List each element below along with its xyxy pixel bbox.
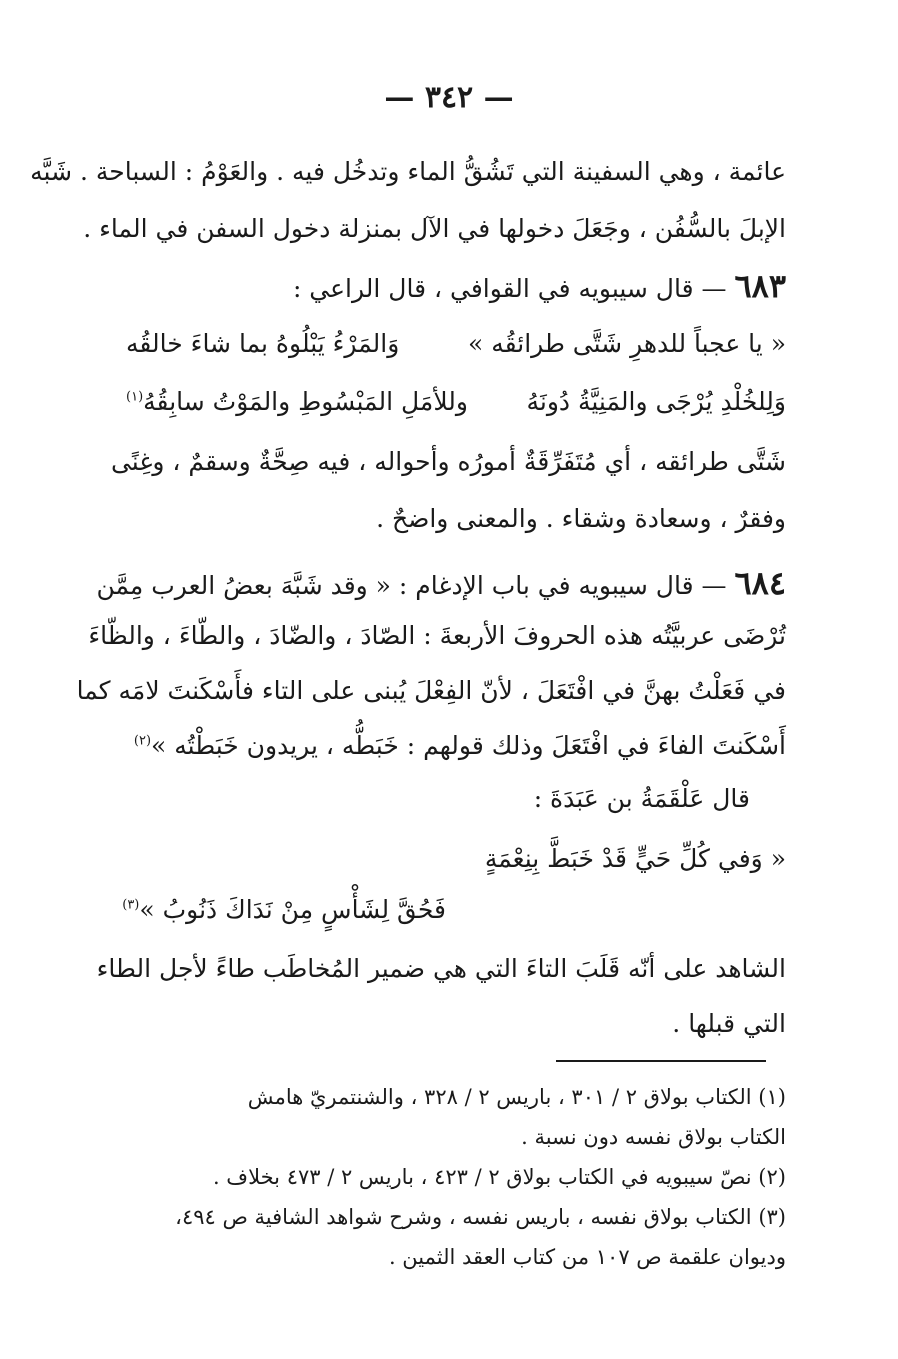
verse-683-2: [126, 388, 786, 417]
entry-683-explain-2: وفقرٌ ، وسعادة وشقاء . والمعنى واضحٌ .: [376, 504, 786, 533]
text-line-1: عائمة ، وهي السفينة التي تَشُقُّ الماء وتدخُل فيه . والعَوْمُ : السباحة . شَبَّه: [30, 157, 786, 186]
footnote-ref-3: (٣): [122, 897, 140, 913]
entry-683-intro: — قال سيبويه في القوافي ، قال الراعي :: [292, 274, 727, 303]
entry-684-line-1: [96, 564, 786, 602]
footnote-1-line-2: الكتاب بولاق نفسه دون نسبة .: [521, 1125, 786, 1149]
footnote-1-line-1: (١) الكتاب بولاق ٢ / ٣٠١ ، باريس ٢ / ٣٢٨ ، والشنتمريّ هامش: [247, 1085, 786, 1109]
footnote-3-line-2: وديوان علقمة ص ١٠٧ من كتاب العقد الثمين .: [388, 1245, 786, 1269]
entry-683-number: ٦٨٣: [734, 267, 786, 305]
conclusion-line-2: التي قبلها .: [672, 1009, 786, 1038]
page-number: — ٣٤٢ —: [384, 80, 514, 115]
verse-683-1-first-hemistich: « يا عجباً للدهرِ شَتَّى طرائقُه »: [467, 329, 786, 358]
footnote-ref-1: (١): [126, 389, 144, 405]
entry-684-number: ٦٨٤: [734, 564, 786, 602]
footnote-ref-2: (٢): [133, 733, 152, 749]
verse-683-2-first-hemistich: وَلِلخُلْدِ يُرْجَى والمَنِيَّةُ دُونَهُ: [526, 387, 786, 416]
footnote-3-line-1: (٣) الكتاب بولاق نفسه ، باريس نفسه ، وشرح شواهد الشافية ص ٤٩٤،: [175, 1205, 786, 1229]
alqama-verse-2-text: فَحُقَّ لِشَأْسٍ مِنْ نَدَاكَ ذَنُوبُ »: [139, 895, 446, 924]
verse-683-1: [126, 330, 786, 359]
footnote-2: (٢) نصّ سيبويه في الكتاب بولاق ٢ / ٤٢٣ ، باريس ٢ / ٤٧٣ بخلاف .: [212, 1165, 786, 1189]
footnote-divider: [556, 1060, 766, 1062]
verse-683-2-second-hemistich-wrap: [126, 388, 468, 417]
alqama-verse-2: [122, 895, 786, 925]
entry-684-line-4: [126, 732, 786, 761]
entry-684-line-1-text: — قال سيبويه في باب الإدغام : « وقد شَبَّهَ بعضُ العرب مِمَّن: [96, 571, 727, 600]
conclusion-line-1: الشاهد على أنّه قَلَبَ التاءَ التي هي ضمير المُخاطَب طاءً لأجل الطاء: [96, 954, 786, 983]
entry-684-line-4-text: أَسْكَنتَ الفاءَ في افْتَعَلَ وذلك قولهم : خَبَطُّه ، يريدون خَبَطْتُه »: [151, 731, 786, 760]
verse-683-1-second-hemistich: وَالمَرْءُ يَبْلُوهُ بما شاءَ خالقُه: [126, 329, 400, 358]
entry-683-heading: [126, 268, 786, 305]
alqama-intro: قال عَلْقَمَةُ بن عَبَدَةَ :: [533, 784, 750, 813]
alqama-verse-1: « وَفي كُلِّ حَيٍّ قَدْ خَبَطَّ بِنِعْمَةٍ: [484, 844, 786, 873]
text-line-2: الإبلَ بالسُّفُن ، وجَعَلَ دخولها في الآل بمنزلة دخول السفن في الماء .: [83, 214, 786, 243]
entry-684-line-3: في فَعَلْتُ بهنَّ في افْتَعَلَ ، لأنّ الفِعْلَ يُبنى على التاء فأَسْكَنتَ لامَه كما: [76, 676, 786, 705]
entry-684-line-2: تُرْضَى عربيَّتُه هذه الحروفَ الأربعةَ : الصّادَ ، والضّادَ ، والطّاءَ ، والظّاءَ: [88, 621, 786, 650]
entry-683-explain-1: شَتَّى طرائقه ، أي مُتَفَرِّقَةٌ أمورُه وأحواله ، فيه صِحَّةٌ وسقمٌ ، وغِنًى: [110, 447, 786, 476]
verse-683-2-second-hemistich: وللأمَلِ المَبْسُوطِ والمَوْتُ سابِقُهُ: [143, 387, 468, 416]
